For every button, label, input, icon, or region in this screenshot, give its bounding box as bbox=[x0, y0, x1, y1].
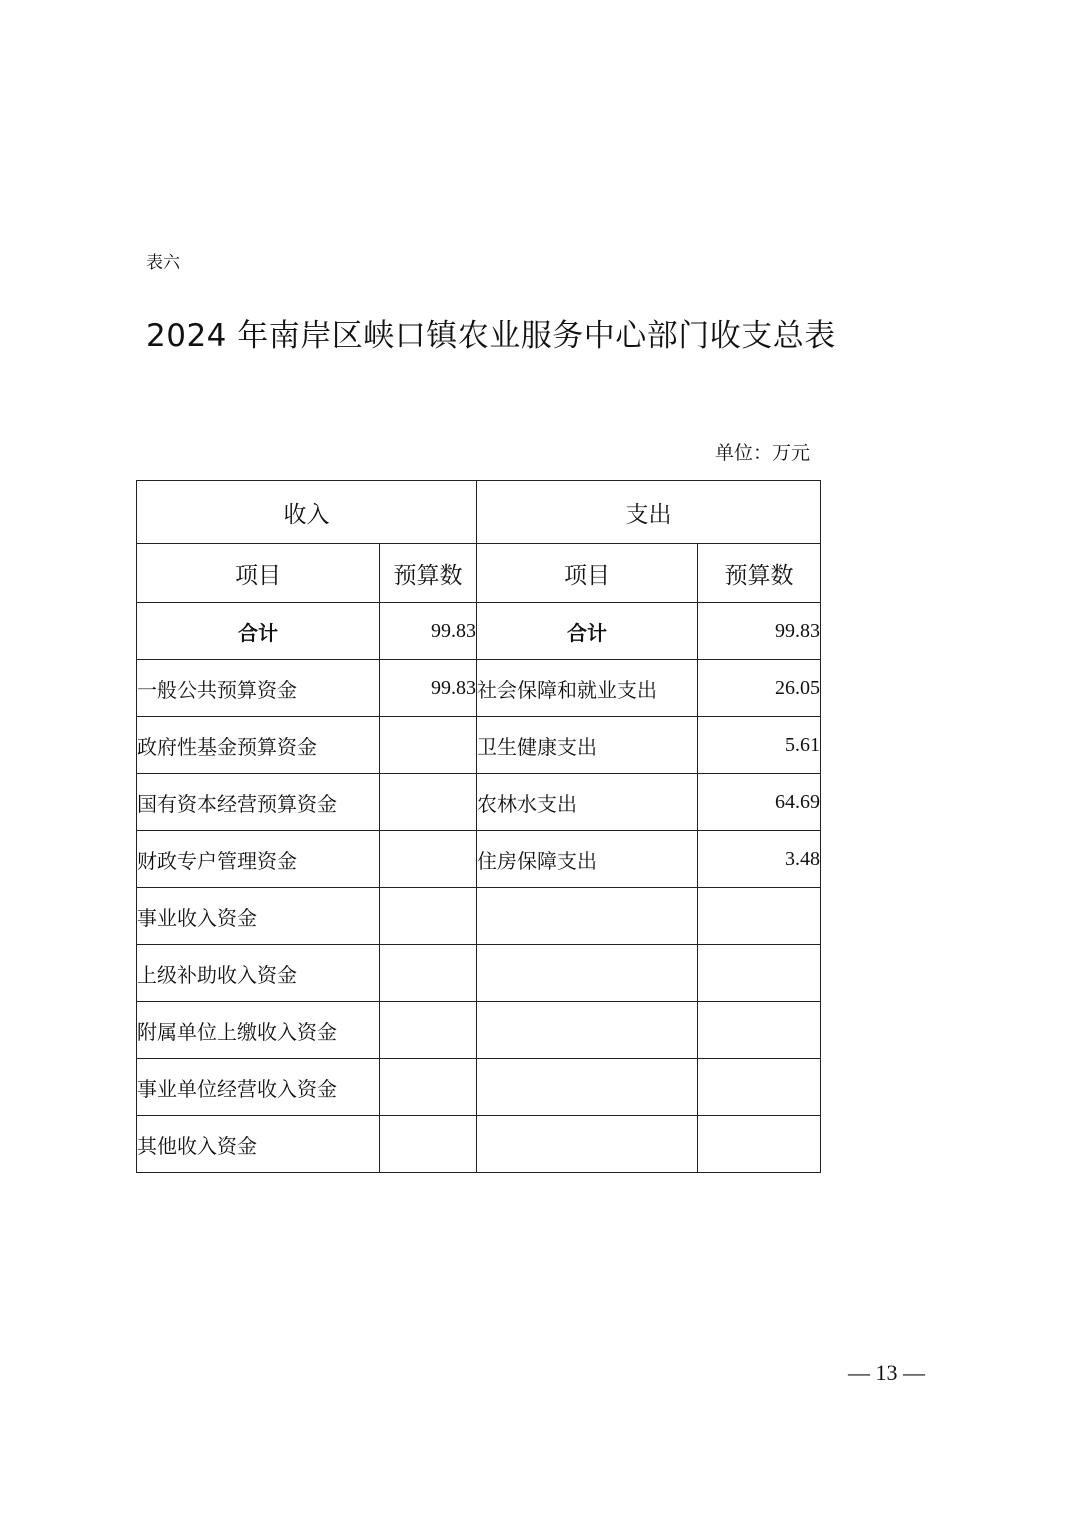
table-row bbox=[137, 1116, 821, 1173]
income-value bbox=[380, 945, 477, 1002]
expense-item bbox=[477, 888, 698, 945]
table-label: 表六 bbox=[146, 253, 180, 273]
income-value bbox=[380, 717, 477, 774]
table-row bbox=[137, 1059, 821, 1116]
column-header-row bbox=[137, 544, 821, 603]
unit-label: 单位：万元 bbox=[714, 442, 810, 464]
expense-item: 卫生健康支出 bbox=[477, 717, 698, 774]
income-value bbox=[380, 774, 477, 831]
expense-item-header: 项目 bbox=[477, 544, 698, 603]
expense-item bbox=[477, 1116, 698, 1173]
table-row bbox=[137, 945, 821, 1002]
income-value bbox=[380, 1059, 477, 1116]
income-value bbox=[380, 1002, 477, 1059]
expense-value: 3.48 bbox=[698, 831, 821, 888]
expense-item: 社会保障和就业支出 bbox=[477, 660, 698, 717]
expense-value bbox=[698, 1116, 821, 1173]
income-item: 财政专户管理资金 bbox=[137, 831, 380, 888]
budget-table-body bbox=[137, 481, 821, 1173]
table-row bbox=[137, 717, 821, 774]
income-item: 事业单位经营收入资金 bbox=[137, 1059, 380, 1116]
group-header-row bbox=[137, 481, 821, 544]
income-item: 上级补助收入资金 bbox=[137, 945, 380, 1002]
income-value bbox=[380, 1116, 477, 1173]
expense-value: 5.61 bbox=[698, 717, 821, 774]
income-value bbox=[380, 831, 477, 888]
income-item: 其他收入资金 bbox=[137, 1116, 380, 1173]
income-value: 99.83 bbox=[380, 660, 477, 717]
expense-value: 26.05 bbox=[698, 660, 821, 717]
expense-item bbox=[477, 945, 698, 1002]
expense-value bbox=[698, 1002, 821, 1059]
income-item: 国有资本经营预算资金 bbox=[137, 774, 380, 831]
expense-budget-header: 预算数 bbox=[698, 544, 821, 603]
table-row bbox=[137, 831, 821, 888]
expense-total-value: 99.83 bbox=[698, 603, 821, 660]
expense-item: 住房保障支出 bbox=[477, 831, 698, 888]
expense-value bbox=[698, 888, 821, 945]
income-value bbox=[380, 888, 477, 945]
income-item: 事业收入资金 bbox=[137, 888, 380, 945]
income-total-value: 99.83 bbox=[380, 603, 477, 660]
table-row bbox=[137, 774, 821, 831]
page-number: — 13 — bbox=[848, 1360, 925, 1385]
income-item-header: 项目 bbox=[137, 544, 380, 603]
table-row bbox=[137, 888, 821, 945]
page-title: 2024 年南岸区峡口镇农业服务中心部门收支总表 bbox=[146, 318, 836, 354]
income-header: 收入 bbox=[137, 481, 477, 544]
expense-header: 支出 bbox=[477, 481, 821, 544]
total-row bbox=[137, 603, 821, 660]
expense-value bbox=[698, 945, 821, 1002]
budget-table bbox=[136, 480, 821, 1173]
table-row bbox=[137, 1002, 821, 1059]
expense-item bbox=[477, 1059, 698, 1116]
expense-value: 64.69 bbox=[698, 774, 821, 831]
expense-total-label: 合计 bbox=[477, 603, 698, 660]
income-item: 一般公共预算资金 bbox=[137, 660, 380, 717]
income-total-label: 合计 bbox=[137, 603, 380, 660]
expense-item: 农林水支出 bbox=[477, 774, 698, 831]
income-item: 附属单位上缴收入资金 bbox=[137, 1002, 380, 1059]
expense-value bbox=[698, 1059, 821, 1116]
table-row bbox=[137, 660, 821, 717]
expense-item bbox=[477, 1002, 698, 1059]
income-item: 政府性基金预算资金 bbox=[137, 717, 380, 774]
income-budget-header: 预算数 bbox=[380, 544, 477, 603]
